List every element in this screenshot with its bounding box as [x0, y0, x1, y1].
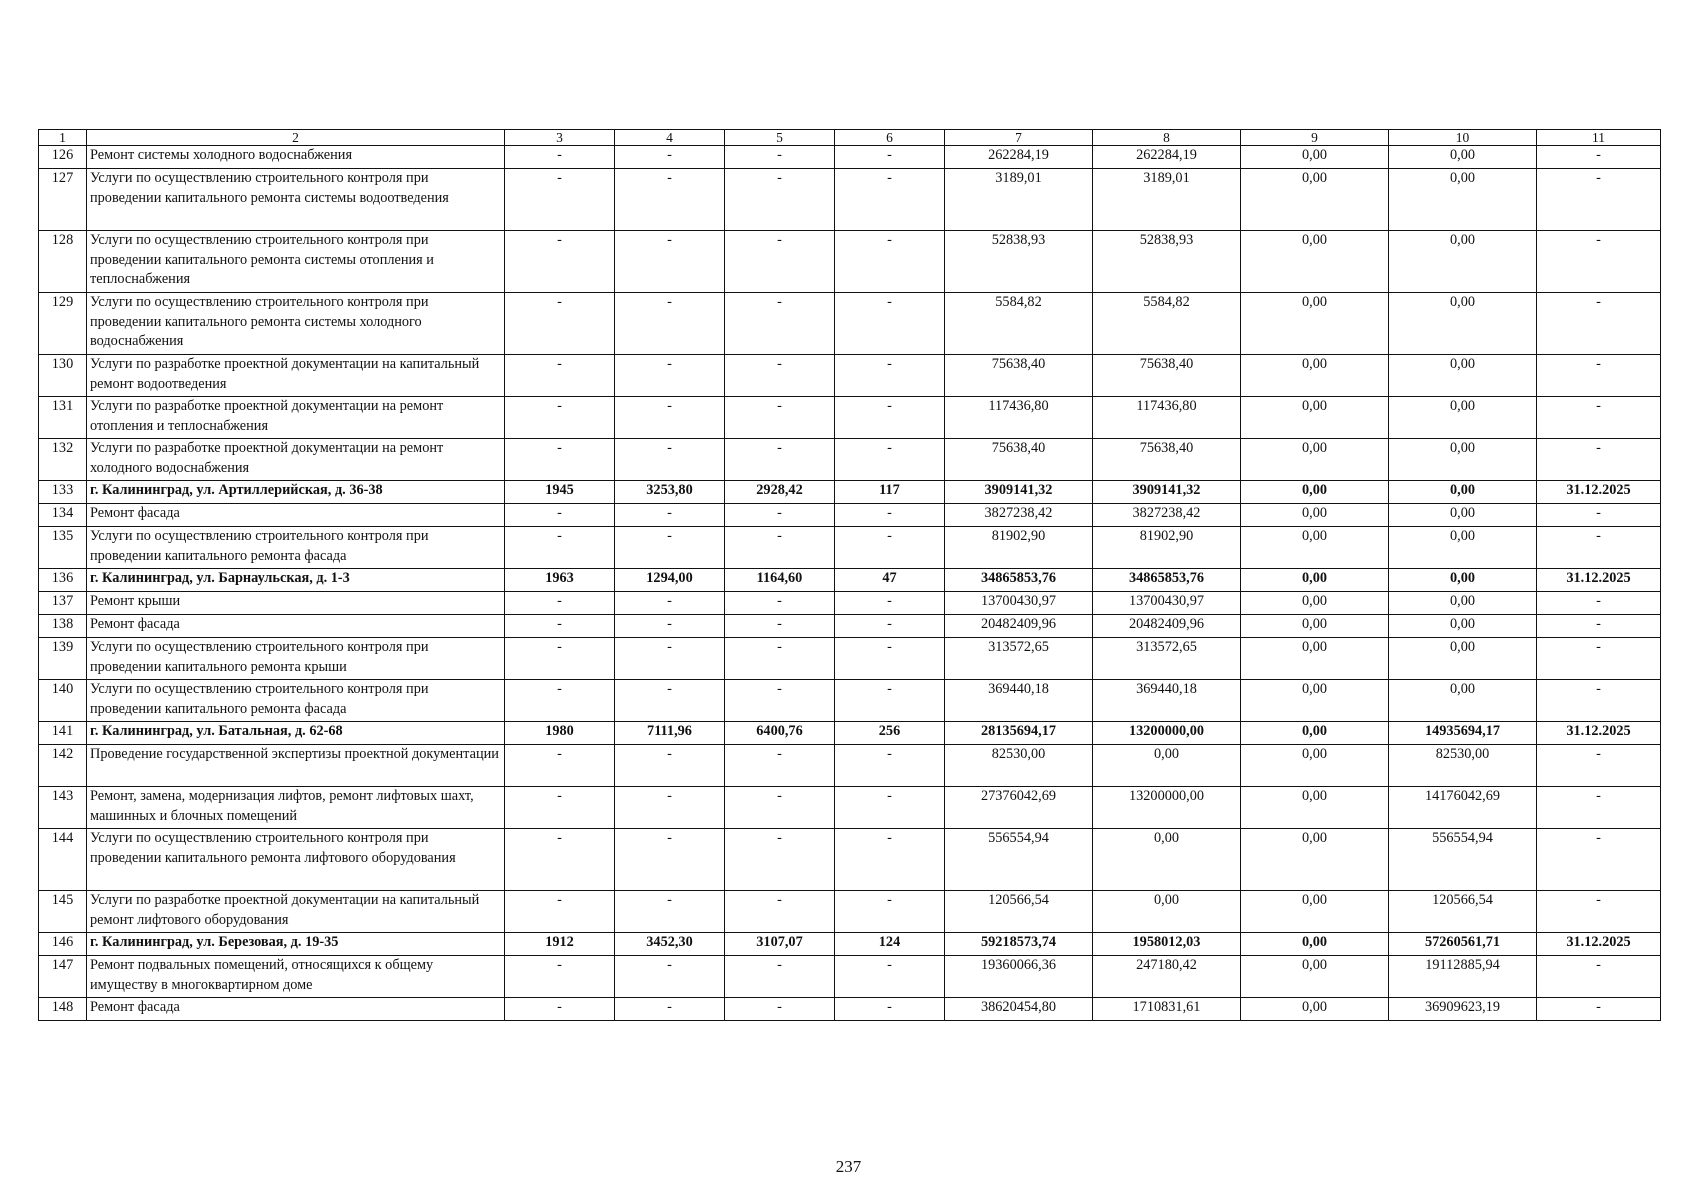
cost-total-cell: 75638,40	[945, 439, 1093, 481]
deadline-cell: -	[1537, 787, 1661, 829]
budget-cell: 0,00	[1241, 745, 1389, 787]
item-name-cell: Ремонт фасада	[87, 998, 505, 1021]
item-name-cell: г. Калининград, ул. Батальная, д. 62-68	[87, 722, 505, 745]
owners-cell: 0,00	[1389, 680, 1537, 722]
residents-cell: 124	[835, 933, 945, 956]
column-header: 5	[725, 130, 835, 146]
cost-total-cell: 82530,00	[945, 745, 1093, 787]
fund-cell: 262284,19	[1093, 146, 1241, 169]
cost-total-cell: 19360066,36	[945, 956, 1093, 998]
residents-cell: -	[835, 293, 945, 355]
owners-cell: 0,00	[1389, 504, 1537, 527]
table-row	[39, 680, 1661, 722]
item-name-cell: Услуги по осуществлению строительного контроля при проведении капитального ремонта фасада	[87, 680, 505, 722]
column-header: 11	[1537, 130, 1661, 146]
deadline-cell: -	[1537, 397, 1661, 439]
cost-total-cell: 120566,54	[945, 891, 1093, 933]
item-name-cell: Услуги по разработке проектной документации на ремонт отопления и теплоснабжения	[87, 397, 505, 439]
area-total-cell: -	[615, 439, 725, 481]
item-name-cell: г. Калининград, ул. Артиллерийская, д. 36-38	[87, 481, 505, 504]
table-row	[39, 787, 1661, 829]
year-cell: -	[505, 998, 615, 1021]
table-row	[39, 745, 1661, 787]
row-number-cell: 133	[39, 481, 87, 504]
budget-cell: 0,00	[1241, 439, 1389, 481]
residents-cell: -	[835, 680, 945, 722]
owners-cell: 14935694,17	[1389, 722, 1537, 745]
cost-total-cell: 117436,80	[945, 397, 1093, 439]
owners-cell: 0,00	[1389, 355, 1537, 397]
row-number-cell: 140	[39, 680, 87, 722]
residents-cell: -	[835, 998, 945, 1021]
residents-cell: -	[835, 146, 945, 169]
deadline-cell: -	[1537, 891, 1661, 933]
area-total-cell: -	[615, 638, 725, 680]
fund-cell: 1958012,03	[1093, 933, 1241, 956]
area-total-cell: 1294,00	[615, 569, 725, 592]
page-number: 237	[835, 1157, 862, 1176]
row-number-cell: 130	[39, 355, 87, 397]
row-number-cell: 127	[39, 169, 87, 231]
year-cell: 1945	[505, 481, 615, 504]
row-number-cell: 148	[39, 998, 87, 1021]
deadline-cell: -	[1537, 527, 1661, 569]
owners-cell: 0,00	[1389, 569, 1537, 592]
area-total-cell: -	[615, 146, 725, 169]
area-total-cell: -	[615, 504, 725, 527]
fund-cell: 0,00	[1093, 891, 1241, 933]
year-cell: -	[505, 231, 615, 293]
year-cell: -	[505, 355, 615, 397]
residents-cell: -	[835, 397, 945, 439]
item-name-cell: Услуги по осуществлению строительного контроля при проведении капитального ремонта фасада	[87, 527, 505, 569]
year-cell: 1912	[505, 933, 615, 956]
item-name-cell: Ремонт, замена, модернизация лифтов, ремонт лифтовых шахт, машинных и блочных помещений	[87, 787, 505, 829]
deadline-cell: -	[1537, 615, 1661, 638]
year-cell: -	[505, 638, 615, 680]
deadline-cell: -	[1537, 638, 1661, 680]
fund-cell: 313572,65	[1093, 638, 1241, 680]
budget-cell: 0,00	[1241, 933, 1389, 956]
column-header: 10	[1389, 130, 1537, 146]
deadline-cell: -	[1537, 169, 1661, 231]
cost-total-cell: 34865853,76	[945, 569, 1093, 592]
column-header: 8	[1093, 130, 1241, 146]
cost-total-cell: 52838,93	[945, 231, 1093, 293]
deadline-cell: -	[1537, 680, 1661, 722]
owners-cell: 0,00	[1389, 481, 1537, 504]
row-number-cell: 146	[39, 933, 87, 956]
budget-cell: 0,00	[1241, 397, 1389, 439]
residents-cell: -	[835, 592, 945, 615]
area-living-cell: -	[725, 527, 835, 569]
residents-cell: -	[835, 527, 945, 569]
item-name-cell: Ремонт системы холодного водоснабжения	[87, 146, 505, 169]
residents-cell: -	[835, 615, 945, 638]
item-name-cell: Ремонт фасада	[87, 504, 505, 527]
budget-cell: 0,00	[1241, 956, 1389, 998]
column-header: 1	[39, 130, 87, 146]
owners-cell: 0,00	[1389, 293, 1537, 355]
fund-cell: 52838,93	[1093, 231, 1241, 293]
table-row	[39, 355, 1661, 397]
row-number-cell: 138	[39, 615, 87, 638]
table-row	[39, 592, 1661, 615]
cost-total-cell: 27376042,69	[945, 787, 1093, 829]
area-living-cell: -	[725, 745, 835, 787]
owners-cell: 120566,54	[1389, 891, 1537, 933]
fund-cell: 0,00	[1093, 745, 1241, 787]
item-name-cell: Услуги по осуществлению строительного контроля при проведении капитального ремонта лифтового оборудования	[87, 829, 505, 891]
row-number-cell: 137	[39, 592, 87, 615]
fund-cell: 0,00	[1093, 829, 1241, 891]
row-number-cell: 147	[39, 956, 87, 998]
year-cell: -	[505, 745, 615, 787]
year-cell: -	[505, 397, 615, 439]
year-cell: -	[505, 293, 615, 355]
item-name-cell: Услуги по разработке проектной документации на капитальный ремонт лифтового оборудования	[87, 891, 505, 933]
address-row	[39, 569, 1661, 592]
area-living-cell: -	[725, 293, 835, 355]
owners-cell: 556554,94	[1389, 829, 1537, 891]
area-total-cell: -	[615, 891, 725, 933]
item-name-cell: Услуги по осуществлению строительного контроля при проведении капитального ремонта системы водоотведения	[87, 169, 505, 231]
cost-total-cell: 13700430,97	[945, 592, 1093, 615]
owners-cell: 36909623,19	[1389, 998, 1537, 1021]
year-cell: -	[505, 439, 615, 481]
deadline-cell: -	[1537, 956, 1661, 998]
item-name-cell: Ремонт подвальных помещений, относящихся к общему имуществу в многоквартирном доме	[87, 956, 505, 998]
area-total-cell: -	[615, 293, 725, 355]
table-row	[39, 891, 1661, 933]
owners-cell: 0,00	[1389, 231, 1537, 293]
fund-cell: 13700430,97	[1093, 592, 1241, 615]
cost-total-cell: 313572,65	[945, 638, 1093, 680]
budget-cell: 0,00	[1241, 592, 1389, 615]
deadline-cell: 31.12.2025	[1537, 722, 1661, 745]
table-row	[39, 829, 1661, 891]
row-number-cell: 145	[39, 891, 87, 933]
column-header: 4	[615, 130, 725, 146]
residents-cell: -	[835, 231, 945, 293]
item-name-cell: Услуги по осуществлению строительного контроля при проведении капитального ремонта системы холодного водоснабжения	[87, 293, 505, 355]
area-total-cell: -	[615, 615, 725, 638]
item-name-cell: Проведение государственной экспертизы проектной документации	[87, 745, 505, 787]
deadline-cell: -	[1537, 293, 1661, 355]
year-cell: -	[505, 891, 615, 933]
area-total-cell: -	[615, 787, 725, 829]
area-living-cell: -	[725, 146, 835, 169]
owners-cell: 19112885,94	[1389, 956, 1537, 998]
cost-total-cell: 38620454,80	[945, 998, 1093, 1021]
area-total-cell: -	[615, 397, 725, 439]
budget-cell: 0,00	[1241, 169, 1389, 231]
year-cell: -	[505, 787, 615, 829]
residents-cell: -	[835, 355, 945, 397]
row-number-cell: 129	[39, 293, 87, 355]
table-row	[39, 397, 1661, 439]
area-living-cell: -	[725, 397, 835, 439]
column-header: 2	[87, 130, 505, 146]
owners-cell: 0,00	[1389, 439, 1537, 481]
cost-total-cell: 3189,01	[945, 169, 1093, 231]
column-header: 3	[505, 130, 615, 146]
area-living-cell: -	[725, 891, 835, 933]
owners-cell: 0,00	[1389, 615, 1537, 638]
fund-cell: 75638,40	[1093, 439, 1241, 481]
fund-cell: 81902,90	[1093, 527, 1241, 569]
residents-cell: -	[835, 829, 945, 891]
year-cell: -	[505, 169, 615, 231]
year-cell: -	[505, 527, 615, 569]
cost-total-cell: 3827238,42	[945, 504, 1093, 527]
budget-cell: 0,00	[1241, 504, 1389, 527]
budget-cell: 0,00	[1241, 998, 1389, 1021]
residents-cell: -	[835, 956, 945, 998]
cost-total-cell: 5584,82	[945, 293, 1093, 355]
deadline-cell: -	[1537, 998, 1661, 1021]
residents-cell: -	[835, 891, 945, 933]
item-name-cell: Услуги по разработке проектной документации на капитальный ремонт водоотведения	[87, 355, 505, 397]
row-number-cell: 135	[39, 527, 87, 569]
data-table	[38, 129, 1661, 1021]
fund-cell: 5584,82	[1093, 293, 1241, 355]
item-name-cell: Услуги по разработке проектной документации на ремонт холодного водоснабжения	[87, 439, 505, 481]
table-row	[39, 615, 1661, 638]
area-total-cell: -	[615, 745, 725, 787]
table-row	[39, 293, 1661, 355]
area-living-cell: -	[725, 680, 835, 722]
item-name-cell: Услуги по осуществлению строительного контроля при проведении капитального ремонта системы отопления и теплоснабжения	[87, 231, 505, 293]
residents-cell: -	[835, 638, 945, 680]
year-cell: -	[505, 592, 615, 615]
item-name-cell: Услуги по осуществлению строительного контроля при проведении капитального ремонта крыши	[87, 638, 505, 680]
owners-cell: 0,00	[1389, 397, 1537, 439]
area-living-cell: -	[725, 638, 835, 680]
year-cell: -	[505, 146, 615, 169]
cost-total-cell: 59218573,74	[945, 933, 1093, 956]
area-total-cell: -	[615, 169, 725, 231]
deadline-cell: -	[1537, 355, 1661, 397]
address-row	[39, 933, 1661, 956]
residents-cell: 256	[835, 722, 945, 745]
residents-cell: 47	[835, 569, 945, 592]
table-row	[39, 527, 1661, 569]
year-cell: -	[505, 829, 615, 891]
residents-cell: -	[835, 169, 945, 231]
fund-cell: 369440,18	[1093, 680, 1241, 722]
area-total-cell: -	[615, 680, 725, 722]
item-name-cell: Ремонт фасада	[87, 615, 505, 638]
owners-cell: 14176042,69	[1389, 787, 1537, 829]
area-living-cell: -	[725, 439, 835, 481]
area-living-cell: 1164,60	[725, 569, 835, 592]
deadline-cell: -	[1537, 829, 1661, 891]
residents-cell: -	[835, 439, 945, 481]
area-living-cell: -	[725, 787, 835, 829]
year-cell: -	[505, 956, 615, 998]
fund-cell: 20482409,96	[1093, 615, 1241, 638]
residents-cell: 117	[835, 481, 945, 504]
row-number-cell: 136	[39, 569, 87, 592]
area-total-cell: -	[615, 355, 725, 397]
area-living-cell: -	[725, 956, 835, 998]
budget-cell: 0,00	[1241, 787, 1389, 829]
area-living-cell: -	[725, 615, 835, 638]
residents-cell: -	[835, 504, 945, 527]
year-cell: -	[505, 615, 615, 638]
area-total-cell: -	[615, 231, 725, 293]
owners-cell: 0,00	[1389, 527, 1537, 569]
area-total-cell: -	[615, 527, 725, 569]
deadline-cell: -	[1537, 146, 1661, 169]
owners-cell: 0,00	[1389, 592, 1537, 615]
cost-total-cell: 262284,19	[945, 146, 1093, 169]
budget-cell: 0,00	[1241, 146, 1389, 169]
area-living-cell: 3107,07	[725, 933, 835, 956]
year-cell: -	[505, 680, 615, 722]
row-number-cell: 143	[39, 787, 87, 829]
table-row	[39, 146, 1661, 169]
table-row	[39, 504, 1661, 527]
budget-cell: 0,00	[1241, 680, 1389, 722]
area-living-cell: -	[725, 231, 835, 293]
budget-cell: 0,00	[1241, 231, 1389, 293]
address-row	[39, 481, 1661, 504]
owners-cell: 0,00	[1389, 169, 1537, 231]
row-number-cell: 132	[39, 439, 87, 481]
residents-cell: -	[835, 745, 945, 787]
fund-cell: 117436,80	[1093, 397, 1241, 439]
fund-cell: 3909141,32	[1093, 481, 1241, 504]
budget-cell: 0,00	[1241, 891, 1389, 933]
column-header: 6	[835, 130, 945, 146]
header-row	[39, 130, 1661, 146]
budget-cell: 0,00	[1241, 569, 1389, 592]
table-row	[39, 169, 1661, 231]
row-number-cell: 126	[39, 146, 87, 169]
fund-cell: 3189,01	[1093, 169, 1241, 231]
deadline-cell: -	[1537, 231, 1661, 293]
budget-cell: 0,00	[1241, 355, 1389, 397]
row-number-cell: 131	[39, 397, 87, 439]
deadline-cell: -	[1537, 592, 1661, 615]
cost-total-cell: 369440,18	[945, 680, 1093, 722]
item-name-cell: Ремонт крыши	[87, 592, 505, 615]
budget-cell: 0,00	[1241, 829, 1389, 891]
budget-cell: 0,00	[1241, 615, 1389, 638]
column-header: 7	[945, 130, 1093, 146]
area-living-cell: -	[725, 829, 835, 891]
budget-cell: 0,00	[1241, 638, 1389, 680]
row-number-cell: 128	[39, 231, 87, 293]
budget-cell: 0,00	[1241, 293, 1389, 355]
area-living-cell: -	[725, 592, 835, 615]
area-living-cell: -	[725, 169, 835, 231]
area-living-cell: -	[725, 998, 835, 1021]
cost-total-cell: 28135694,17	[945, 722, 1093, 745]
deadline-cell: 31.12.2025	[1537, 933, 1661, 956]
fund-cell: 3827238,42	[1093, 504, 1241, 527]
area-total-cell: 7111,96	[615, 722, 725, 745]
area-total-cell: 3452,30	[615, 933, 725, 956]
table-row	[39, 638, 1661, 680]
deadline-cell: -	[1537, 745, 1661, 787]
table-row	[39, 956, 1661, 998]
row-number-cell: 144	[39, 829, 87, 891]
owners-cell: 57260561,71	[1389, 933, 1537, 956]
row-number-cell: 142	[39, 745, 87, 787]
row-number-cell: 141	[39, 722, 87, 745]
address-row	[39, 722, 1661, 745]
cost-total-cell: 75638,40	[945, 355, 1093, 397]
deadline-cell: 31.12.2025	[1537, 569, 1661, 592]
table-row	[39, 439, 1661, 481]
area-living-cell: -	[725, 504, 835, 527]
row-number-cell: 139	[39, 638, 87, 680]
cost-total-cell: 20482409,96	[945, 615, 1093, 638]
table-row	[39, 998, 1661, 1021]
deadline-cell: -	[1537, 504, 1661, 527]
residents-cell: -	[835, 787, 945, 829]
area-total-cell: -	[615, 829, 725, 891]
fund-cell: 34865853,76	[1093, 569, 1241, 592]
table-row	[39, 231, 1661, 293]
area-living-cell: -	[725, 355, 835, 397]
year-cell: -	[505, 504, 615, 527]
column-header: 9	[1241, 130, 1389, 146]
fund-cell: 1710831,61	[1093, 998, 1241, 1021]
item-name-cell: г. Калининград, ул. Березовая, д. 19-35	[87, 933, 505, 956]
table-body	[39, 146, 1661, 1021]
budget-cell: 0,00	[1241, 481, 1389, 504]
area-total-cell: 3253,80	[615, 481, 725, 504]
deadline-cell: 31.12.2025	[1537, 481, 1661, 504]
fund-cell: 13200000,00	[1093, 787, 1241, 829]
area-living-cell: 2928,42	[725, 481, 835, 504]
item-name-cell: г. Калининград, ул. Барнаульская, д. 1-3	[87, 569, 505, 592]
fund-cell: 75638,40	[1093, 355, 1241, 397]
cost-total-cell: 3909141,32	[945, 481, 1093, 504]
fund-cell: 13200000,00	[1093, 722, 1241, 745]
area-total-cell: -	[615, 956, 725, 998]
owners-cell: 82530,00	[1389, 745, 1537, 787]
year-cell: 1963	[505, 569, 615, 592]
area-total-cell: -	[615, 592, 725, 615]
cost-total-cell: 556554,94	[945, 829, 1093, 891]
fund-cell: 247180,42	[1093, 956, 1241, 998]
area-total-cell: -	[615, 998, 725, 1021]
cost-total-cell: 81902,90	[945, 527, 1093, 569]
area-living-cell: 6400,76	[725, 722, 835, 745]
budget-cell: 0,00	[1241, 722, 1389, 745]
year-cell: 1980	[505, 722, 615, 745]
budget-cell: 0,00	[1241, 527, 1389, 569]
row-number-cell: 134	[39, 504, 87, 527]
deadline-cell: -	[1537, 439, 1661, 481]
owners-cell: 0,00	[1389, 638, 1537, 680]
owners-cell: 0,00	[1389, 146, 1537, 169]
